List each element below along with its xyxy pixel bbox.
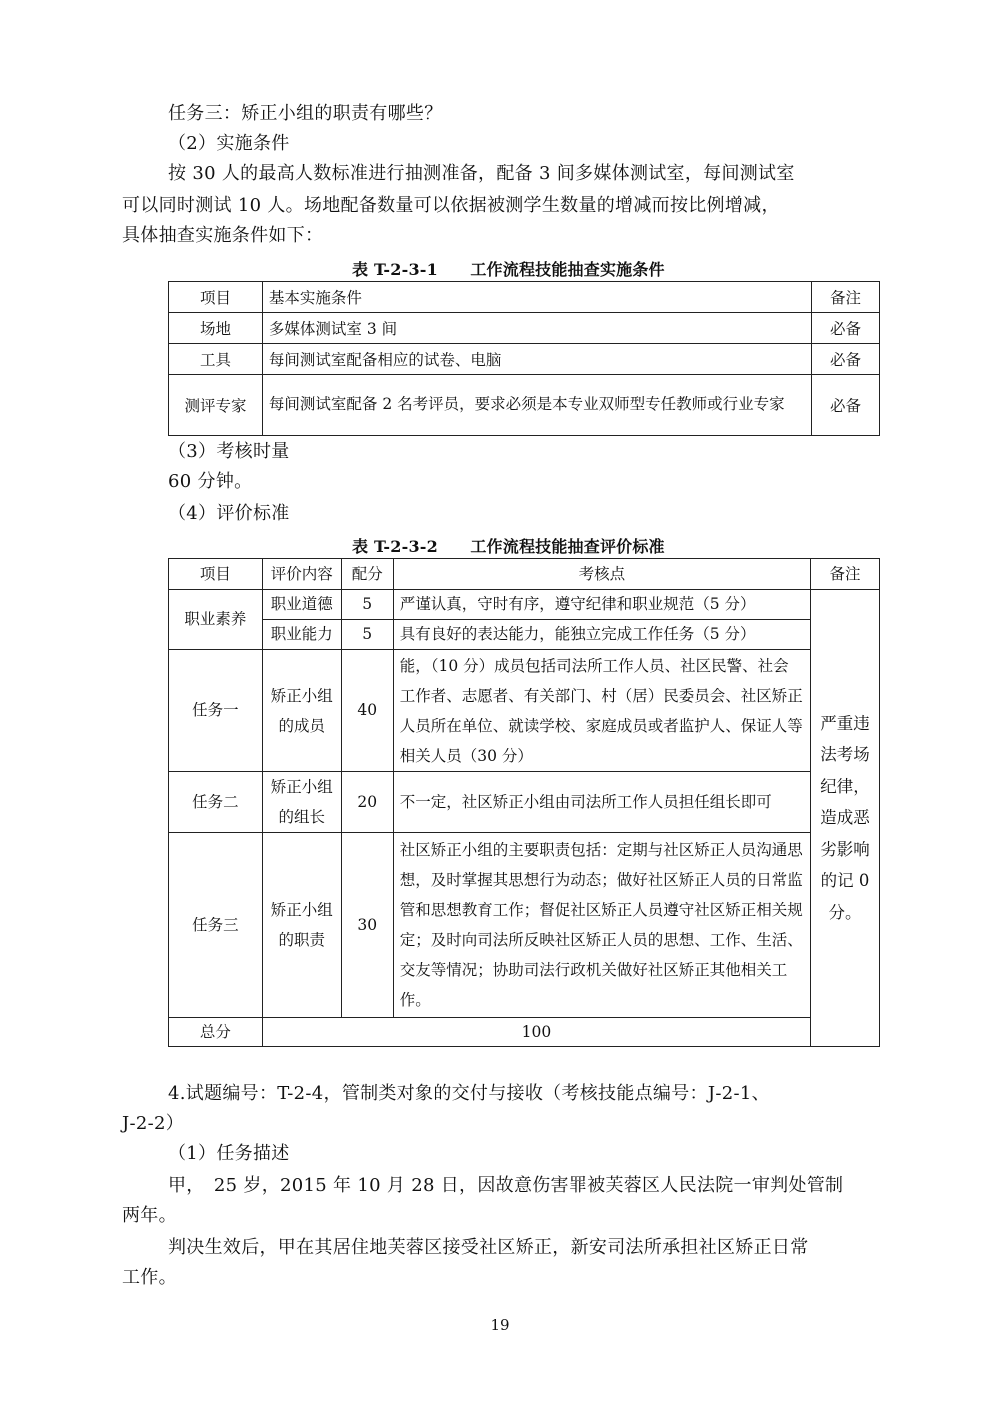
- table-header-cell: 配分: [341, 559, 393, 590]
- table-cell: 矫正小组的组长: [262, 772, 341, 833]
- table-cell: 多媒体测试室 3 间: [262, 313, 811, 344]
- conditions-table: [168, 281, 880, 436]
- table-cell: 矫正小组的成员: [262, 650, 341, 772]
- table-cell: 5: [341, 590, 393, 620]
- duration-value: 60 分钟。: [168, 471, 253, 492]
- paragraph-line: 可以同时测试 10 人。场地配备数量可以依据被测学生数量的增减而按比例增减，: [122, 195, 780, 216]
- table-row: [169, 620, 880, 650]
- table-cell: 社区矫正小组的主要职责包括：定期与社区矫正人员沟通思想，及时掌握其思想行为动态；做好社区矫正人员的日常监管和思想教育工作；督促社区矫正人员遵守社区矫正相关规定；及时向司法所反映社区矫正人员的思想、工作、生活、交友等情况；协助司法行政机关做好社区矫正其他相关工作。: [393, 833, 810, 1018]
- paragraph-line: 甲， 25 岁，2015 年 10 月 28 日，因故意伤害罪被芙蓉区人民法院一审判处管制: [168, 1175, 844, 1196]
- table-cell: 能，（10 分）成员包括司法所工作人员、社区民警、社会工作者、志愿者、有关部门、村（居）民委员会、社区矫正人员所在单位、就读学校、家庭成员或者监护人、保证人等相关人员（30 分）: [393, 650, 810, 772]
- table1-caption: 表 T-2-3-1 工作流程技能抽查实施条件: [352, 260, 665, 279]
- table-header-cell: 评价内容: [262, 559, 341, 590]
- table-cell: 任务三: [169, 833, 263, 1018]
- table-header-cell: 备注: [811, 559, 880, 590]
- table-header-cell: 考核点: [393, 559, 810, 590]
- page-number: 19: [490, 1316, 510, 1334]
- table-header-cell: 备注: [812, 282, 880, 313]
- table-cell: 职业道德: [262, 590, 341, 620]
- table-row: [169, 375, 880, 436]
- question-heading-cont: J-2-2）: [122, 1113, 185, 1134]
- table-header-row: [169, 282, 880, 313]
- table-cell: 必备: [812, 344, 880, 375]
- section-heading-description: （1）任务描述: [168, 1143, 290, 1164]
- table-cell: 矫正小组的职责: [262, 833, 341, 1018]
- table-cell: 严谨认真，守时有序，遵守纪律和职业规范（5 分）: [393, 590, 810, 620]
- table-row: [169, 772, 880, 833]
- table-row: [169, 833, 880, 1018]
- table2-caption: 表 T-2-3-2 工作流程技能抽查评价标准: [352, 537, 665, 556]
- total-label: 总分: [169, 1018, 263, 1047]
- table-cell: 具有良好的表达能力，能独立完成工作任务（5 分）: [393, 620, 810, 650]
- paragraph-line: 判决生效后，甲在其居住地芙蓉区接受社区矫正，新安司法所承担社区矫正日常: [168, 1237, 809, 1258]
- table-row: [169, 650, 880, 772]
- table-cell: 30: [341, 833, 393, 1018]
- table-header-row: [169, 559, 880, 590]
- task-three-question: 任务三：矫正小组的职责有哪些？: [168, 103, 443, 124]
- table-cell: 必备: [812, 375, 880, 436]
- table-header-cell: 项目: [169, 282, 263, 313]
- table-cell: 每间测试室配备相应的试卷、电脑: [262, 344, 811, 375]
- paragraph-line: 工作。: [122, 1267, 177, 1288]
- table-row: [169, 313, 880, 344]
- question-heading: 4.试题编号：T-2-4，管制类对象的交付与接收（考核技能点编号：J-2-1、: [168, 1083, 770, 1104]
- table-cell: 5: [341, 620, 393, 650]
- section-heading-conditions: （2）实施条件: [168, 133, 290, 154]
- table-cell: 必备: [812, 313, 880, 344]
- table-cell: 不一定，社区矫正小组由司法所工作人员担任组长即可: [393, 772, 810, 833]
- table-cell: 40: [341, 650, 393, 772]
- table-header-cell: 基本实施条件: [262, 282, 811, 313]
- paragraph-line: 两年。: [122, 1205, 177, 1226]
- table-total-row: [169, 1018, 880, 1047]
- section-heading-criteria: （4）评价标准: [168, 503, 290, 524]
- table-cell: 职业素养: [169, 590, 263, 650]
- table-cell: 职业能力: [262, 620, 341, 650]
- table-cell: 20: [341, 772, 393, 833]
- table-row: [169, 590, 880, 620]
- table-cell: 每间测试室配备 2 名考评员，要求必须是本专业双师型专任教师或行业专家: [262, 375, 811, 436]
- paragraph-line: 具体抽查实施条件如下：: [122, 225, 324, 246]
- table-cell: 任务二: [169, 772, 263, 833]
- criteria-table: [168, 558, 880, 1047]
- section-heading-duration: （3）考核时量: [168, 441, 290, 462]
- total-value: 100: [262, 1018, 810, 1047]
- table-cell: 工具: [169, 344, 263, 375]
- table-cell: 任务一: [169, 650, 263, 772]
- table-cell: 场地: [169, 313, 263, 344]
- table-row: [169, 344, 880, 375]
- table-cell: 测评专家: [169, 375, 263, 436]
- table-header-cell: 项目: [169, 559, 263, 590]
- paragraph-line: 按 30 人的最高人数标准进行抽测准备，配备 3 间多媒体测试室，每间测试室: [168, 163, 795, 184]
- table-note-cell: 严重违法考场纪律，造成恶劣影响的记 0 分。: [811, 590, 880, 1047]
